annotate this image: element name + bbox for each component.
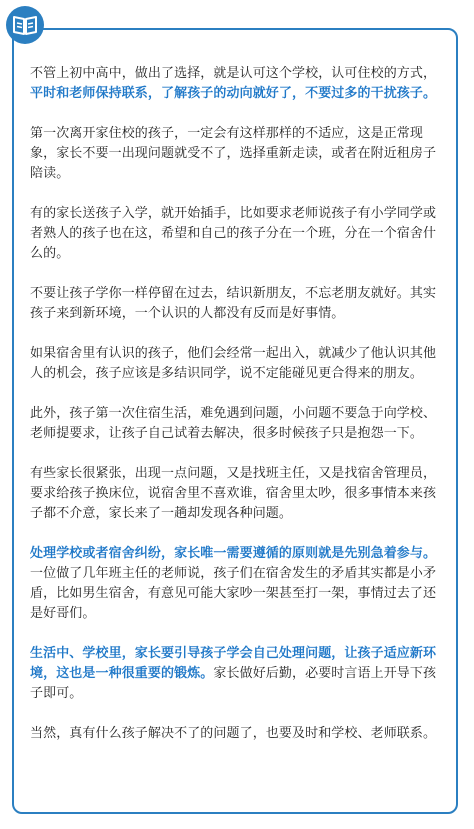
body-text: 此外，孩子第一次住宿生活，难免遇到问题，小问题不要急于向学校、老师提要求，让孩子自己试着去解决，很多时候孩子只是抱怨一下。 (30, 406, 437, 441)
paragraph-spacer (30, 184, 446, 204)
body-text: 有些家长很紧张，出现一点问题，又是找班主任，又是找宿舍管理员，要求给孩子换床位，说宿舍里不喜欢谁，宿舍里太吵，很多事情本来孩子都不介意，家长来了一趟却发现各种问题。 (30, 466, 437, 521)
paragraph-spacer (30, 444, 446, 464)
body-text: 一位做了几年班主任的老师说，孩子们在宿舍发生的矛盾其实都是小矛盾，比如男生宿舍，有意见可能大家吵一架甚至打一架，事情过去了还是好哥们。 (30, 566, 437, 621)
paragraph (30, 404, 446, 444)
highlighted-text: 生活中、学校里，家长要引导孩子学会自己处理问题，让孩子适应新环境，这也是一种很重要的锻炼。 (30, 646, 437, 681)
body-text: 不管上初中高中，做出了选择，就是认可这个学校，认可住校的方式， (30, 66, 437, 81)
body-text: 第一次离开家住校的孩子，一定会有这样那样的不适应，这是正常现象，家长不要一出现问题就受不了，选择重新走读，或者在附近租房子陪读。 (30, 126, 437, 181)
paragraph (30, 544, 446, 624)
paragraph-spacer (30, 624, 446, 644)
paragraph (30, 644, 446, 704)
paragraph (30, 464, 446, 524)
body-text: 有的家长送孩子入学，就开始插手，比如要求老师说孩子有小学同学或者熟人的孩子也在这，希望和自己的孩子分在一个班，分在一个宿舍什么的。 (30, 206, 437, 261)
paragraph (30, 64, 446, 104)
book-icon (6, 6, 44, 44)
paragraph (30, 124, 446, 184)
paragraph-spacer (30, 524, 446, 544)
book-icon-glyph (12, 14, 38, 36)
body-text: 如果宿舍里有认识的孩子，他们会经常一起出入，就减少了他认识其他人的机会，孩子应该是多结识同学，说不定能碰见更合得来的朋友。 (30, 346, 437, 381)
paragraph-spacer (30, 384, 446, 404)
article-body (30, 64, 446, 744)
paragraph-spacer (30, 104, 446, 124)
highlighted-text: 平时和老师保持联系，了解孩子的动向就好了，不要过多的干扰孩子。 (30, 86, 437, 101)
paragraph (30, 284, 446, 324)
paragraph-spacer (30, 324, 446, 344)
paragraph-spacer (30, 704, 446, 724)
body-text: 不要让孩子学你一样停留在过去，结识新朋友，不忘老朋友就好。其实孩子来到新环境，一个认识的人都没有反而是好事情。 (30, 286, 437, 321)
paragraph (30, 724, 446, 744)
paragraph-spacer (30, 264, 446, 284)
paragraph (30, 204, 446, 264)
highlighted-text: 处理学校或者宿舍纠纷，家长唯一需要遵循的原则就是先别急着参与。 (30, 546, 437, 561)
body-text: 当然，真有什么孩子解决不了的问题了，也要及时和学校、老师联系。 (30, 726, 437, 741)
paragraph (30, 344, 446, 384)
body-text: 家长做好后勤，必要时言语上开导下孩子即可。 (30, 666, 437, 701)
